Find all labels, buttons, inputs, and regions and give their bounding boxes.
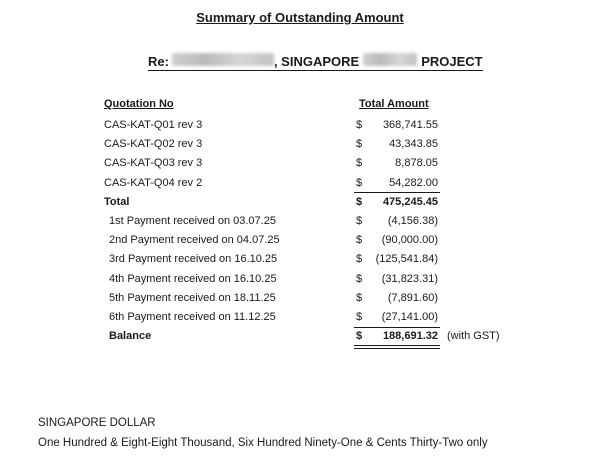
balance-double-underline-top — [354, 345, 440, 346]
quote-row — [0, 154, 600, 173]
dollar-sign: $ — [356, 234, 363, 247]
payment-row — [0, 289, 600, 308]
quote-amount: 368,741.55 — [382, 119, 438, 131]
dollar-sign: $ — [356, 330, 363, 343]
dollar-sign: $ — [356, 291, 363, 304]
quote-label: CAS-KAT-Q03 rev 3 — [104, 157, 203, 170]
currency-name: SINGAPORE DOLLAR — [38, 417, 156, 429]
payment-amount: (7,891.60) — [387, 291, 438, 304]
quote-label: CAS-KAT-Q04 rev 2 — [104, 176, 203, 189]
balance-label: Balance — [109, 330, 152, 343]
payment-row — [0, 212, 600, 231]
quote-amount: 43,343.85 — [389, 138, 438, 151]
payment-label: 3rd Payment received on 16.10.25 — [109, 253, 278, 266]
re-middle: , SINGAPORE — [273, 54, 360, 69]
redacted-client-name — [172, 53, 274, 66]
balance-amount: 188,691.32 — [382, 330, 438, 343]
payment-row — [0, 308, 600, 327]
amount-in-words: One Hundred & Eight-Eight Thousand, Six Hundred Ninety-One & Cents Thirty-Two only — [38, 437, 488, 449]
payment-label: 1st Payment received on 03.07.25 — [109, 215, 276, 227]
payment-row — [0, 270, 600, 289]
re-prefix: Re: — [148, 54, 169, 69]
quote-label: CAS-KAT-Q02 rev 3 — [104, 138, 203, 151]
quote-row — [0, 116, 600, 135]
total-row — [0, 193, 600, 212]
dollar-sign: $ — [356, 272, 363, 285]
dollar-sign: $ — [356, 195, 363, 208]
payment-label: 2nd Payment received on 04.07.25 — [109, 234, 280, 247]
payment-row — [0, 250, 600, 269]
payment-amount: (27,141.00) — [381, 311, 438, 323]
quote-label: CAS-KAT-Q01 rev 3 — [104, 119, 203, 131]
payments-underline — [354, 327, 440, 328]
quote-amount: 8,878.05 — [395, 157, 438, 170]
dollar-sign: $ — [356, 253, 363, 266]
payment-amount: (125,541.84) — [375, 253, 438, 266]
total-amount: 475,245.45 — [382, 195, 438, 208]
dollar-sign: $ — [356, 138, 363, 151]
balance-double-underline-bottom — [354, 348, 440, 349]
quote-row — [0, 135, 600, 154]
payment-row — [0, 231, 600, 250]
payment-label: 5th Payment received on 18.11.25 — [109, 291, 276, 304]
balance-row — [0, 327, 600, 346]
quote-row — [0, 174, 600, 193]
total-amount-header: Total Amount — [359, 98, 429, 110]
payment-label: 6th Payment received on 11.12.25 — [109, 311, 276, 323]
quotation-header: Quotation No — [104, 98, 174, 110]
payment-amount: (90,000.00) — [381, 234, 438, 247]
re-line — [148, 53, 483, 71]
payment-label: 4th Payment received on 16.10.25 — [109, 272, 277, 285]
dollar-sign: $ — [356, 176, 363, 189]
quote-amount: 54,282.00 — [389, 176, 438, 189]
dollar-sign: $ — [356, 157, 363, 170]
document-title: Summary of Outstanding Amount — [196, 10, 404, 25]
payment-amount: (31,823.31) — [381, 272, 438, 285]
redacted-project-name — [363, 53, 417, 66]
re-suffix: PROJECT — [421, 54, 483, 69]
dollar-sign: $ — [356, 311, 363, 323]
subtotal-underline — [354, 192, 440, 193]
payment-amount: (4,156.38) — [387, 215, 438, 227]
gst-note: (with GST) — [447, 330, 500, 343]
total-label: Total — [104, 195, 130, 208]
dollar-sign: $ — [356, 119, 363, 131]
dollar-sign: $ — [356, 215, 363, 227]
